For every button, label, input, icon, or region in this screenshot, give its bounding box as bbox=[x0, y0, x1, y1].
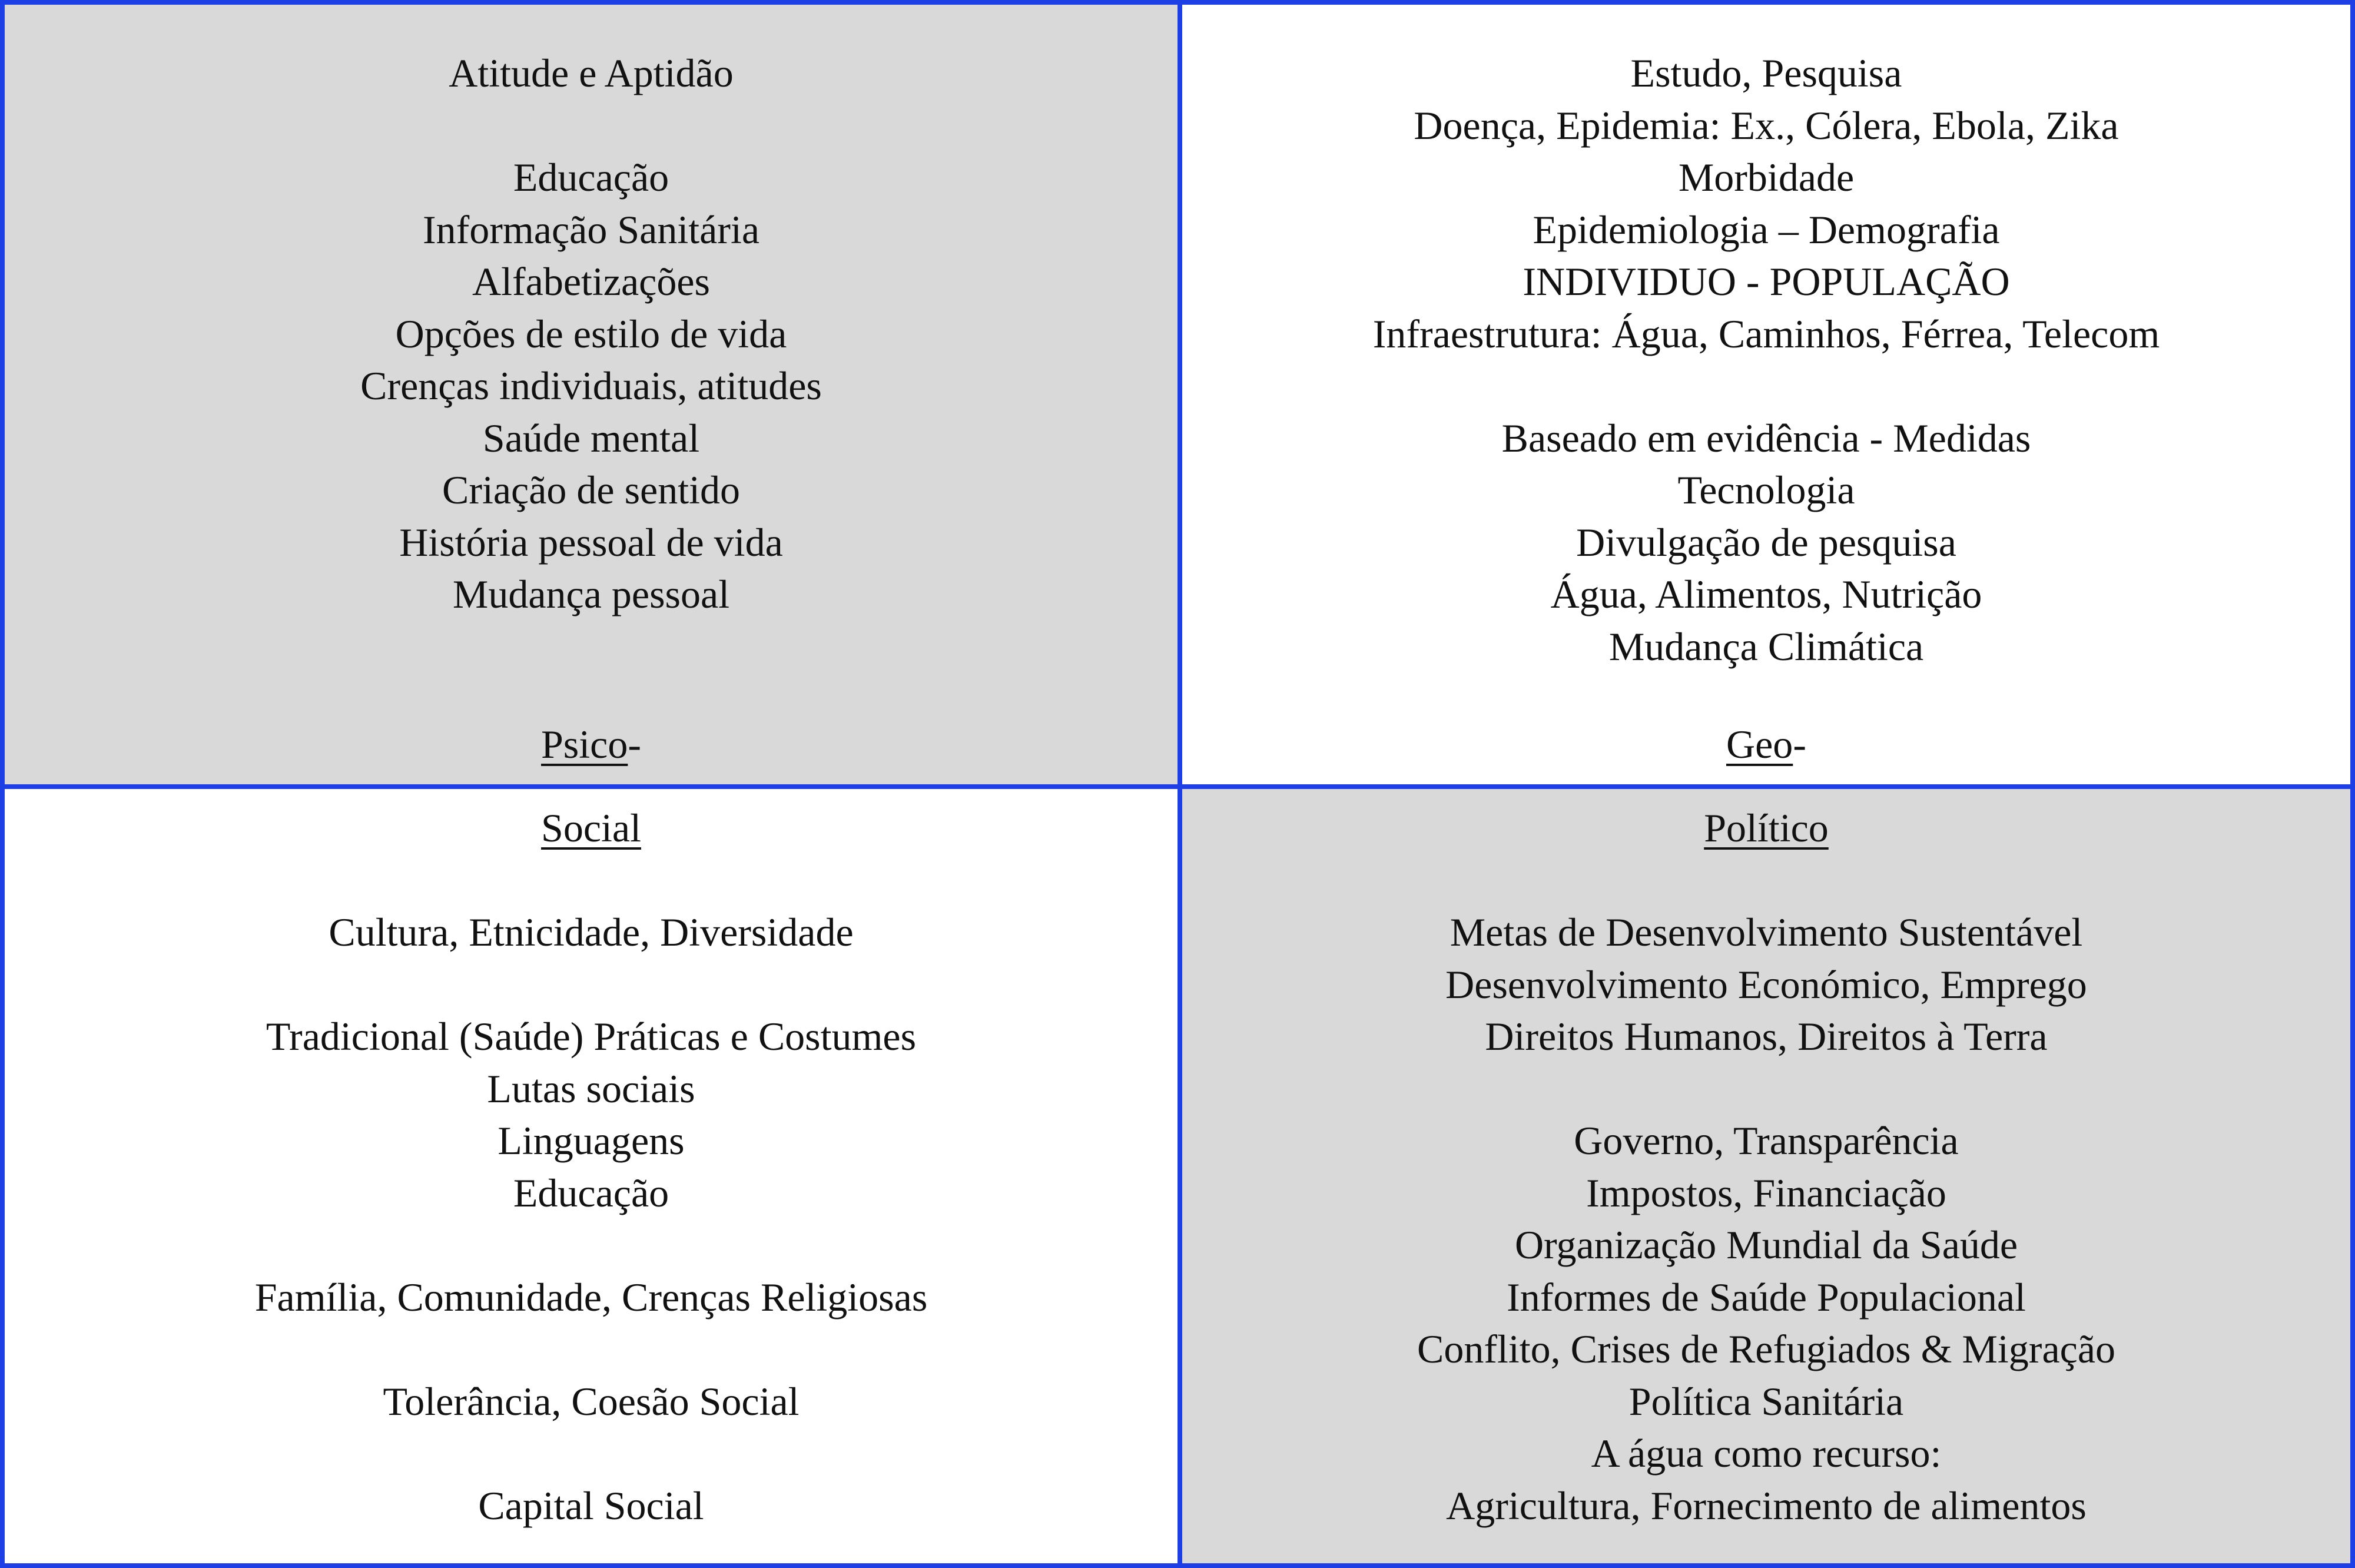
psico-line: Opções de estilo de vida bbox=[395, 311, 787, 356]
politico-line: Metas de Desenvolvimento Sustentável bbox=[1450, 910, 2083, 954]
social-lines bbox=[5, 802, 1178, 1531]
psico-line: Alfabetizações bbox=[472, 259, 710, 304]
geo-line: Infraestrutura: Água, Caminhos, Férrea, Telecom bbox=[1372, 311, 2160, 356]
social-line: Linguagens bbox=[497, 1118, 685, 1163]
psico-line: Mudança pessoal bbox=[452, 572, 730, 616]
geo-line: Divulgação de pesquisa bbox=[1576, 519, 1956, 565]
psico-line bbox=[5, 100, 1178, 152]
social-line: Tolerância, Coesão Social bbox=[383, 1378, 800, 1424]
politico-line: Governo, Transparência bbox=[1574, 1118, 1959, 1163]
politico-lines bbox=[1182, 802, 2350, 1531]
quadrant-politico bbox=[1178, 784, 2355, 1568]
politico-line: A água como recurso: bbox=[1591, 1431, 1942, 1476]
geo-lines bbox=[1182, 47, 2350, 672]
geo-label-suffix: - bbox=[1793, 721, 1806, 767]
politico-line: Informes de Saúde Populacional bbox=[1507, 1274, 2026, 1320]
geo-label-text: Geo bbox=[1726, 721, 1793, 767]
social-line: Capital Social bbox=[478, 1483, 704, 1528]
psico-line: Criação de sentido bbox=[442, 468, 741, 512]
psico-line: Informação Sanitária bbox=[422, 207, 760, 252]
geo-line: Morbidade bbox=[1678, 155, 1855, 200]
politico-line: Agricultura, Fornecimento de alimentos bbox=[1446, 1483, 2087, 1528]
psico-label-suffix: - bbox=[628, 721, 641, 767]
politico-line: Conflito, Crises de Refugiados & Migração bbox=[1417, 1327, 2115, 1371]
politico-line: Direitos Humanos, Direitos à Terra bbox=[1485, 1014, 2048, 1059]
politico-title: Político bbox=[1704, 805, 1829, 850]
geo-line bbox=[1182, 360, 2350, 412]
psico-line: Crenças individuais, atitudes bbox=[360, 363, 822, 408]
social-line bbox=[5, 1219, 1178, 1271]
geo-line: Água, Alimentos, Nutrição bbox=[1550, 572, 1982, 616]
geo-line: Estudo, Pesquisa bbox=[1630, 51, 1902, 95]
geo-label bbox=[1182, 718, 2350, 771]
politico-line: Política Sanitária bbox=[1628, 1378, 1904, 1424]
quadrant-geo bbox=[1178, 0, 2355, 789]
geo-line: Epidemiologia – Demografia bbox=[1533, 207, 2000, 252]
politico-line bbox=[1182, 854, 2350, 907]
social-line: Lutas sociais bbox=[487, 1066, 695, 1111]
geo-line: Baseado em evidência - Medidas bbox=[1501, 415, 2031, 460]
quadrant-psico bbox=[0, 0, 1182, 789]
social-line: Cultura, Etnicidade, Diversidade bbox=[329, 910, 854, 954]
social-line bbox=[5, 854, 1178, 907]
psico-label-text: Psico bbox=[540, 721, 628, 767]
psico-line: Educação bbox=[513, 155, 669, 200]
psico-lines bbox=[5, 47, 1178, 621]
geo-line: Doença, Epidemia: Ex., Cólera, Ebola, Zika bbox=[1414, 102, 2119, 148]
politico-line: Organização Mundial da Saúde bbox=[1514, 1222, 2018, 1267]
politico-line: Desenvolvimento Económico, Emprego bbox=[1445, 962, 2087, 1007]
social-line: Família, Comunidade, Crenças Religiosas bbox=[254, 1274, 928, 1320]
social-line: Educação bbox=[513, 1170, 669, 1215]
social-line: Tradicional (Saúde) Práticas e Costumes bbox=[266, 1014, 917, 1059]
geo-line: INDIVIDUO - POPULAÇÃO bbox=[1523, 259, 2010, 304]
social-title: Social bbox=[541, 805, 641, 850]
psico-line: Saúde mental bbox=[482, 415, 700, 460]
geo-line: Tecnologia bbox=[1677, 468, 1855, 512]
social-line bbox=[5, 959, 1178, 1011]
geo-line: Mudança Climática bbox=[1608, 624, 1924, 669]
psico-line: História pessoal de vida bbox=[399, 519, 783, 565]
quadrant-social bbox=[0, 784, 1182, 1568]
psico-line: Atitude e Aptidão bbox=[449, 51, 734, 95]
social-line bbox=[5, 1323, 1178, 1375]
politico-line: Impostos, Financiação bbox=[1586, 1170, 1946, 1215]
social-line bbox=[5, 1427, 1178, 1480]
politico-line bbox=[1182, 1063, 2350, 1115]
psico-label bbox=[5, 718, 1178, 771]
